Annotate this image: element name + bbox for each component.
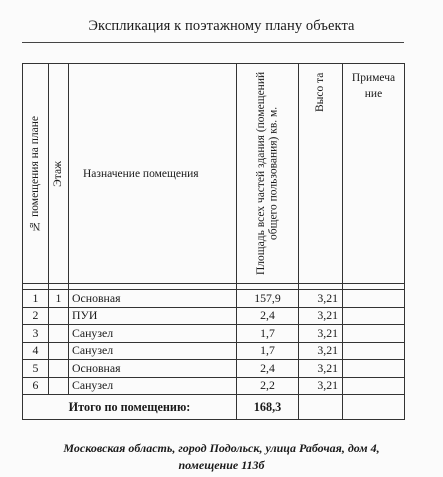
table-row (23, 377, 405, 395)
room-floor: 1 (49, 290, 69, 308)
header-area (237, 64, 299, 284)
header-height (299, 64, 343, 284)
header-note: Примеча ние (343, 64, 405, 284)
room-note (343, 342, 405, 360)
address-line-1: Московская область, город Подольск, улица Рабочая, дом 4, (63, 441, 380, 455)
table-row (23, 325, 405, 343)
total-height-empty (299, 395, 343, 420)
room-number: 4 (23, 342, 49, 360)
room-area: 1,7 (237, 325, 299, 343)
room-height: 3,21 (299, 307, 343, 325)
room-number: 2 (23, 307, 49, 325)
header-row (23, 64, 405, 284)
room-floor (49, 377, 69, 395)
document-title: Экспликация к поэтажному плану объекта (88, 18, 355, 34)
object-address (0, 440, 443, 474)
room-height: 3,21 (299, 290, 343, 308)
room-purpose: Основная (69, 290, 237, 308)
header-height-label: Высо та (314, 72, 327, 112)
room-height: 3,21 (299, 325, 343, 343)
table-row (23, 290, 405, 308)
address-line-2: помещение 113б (178, 458, 265, 472)
room-floor (49, 360, 69, 378)
room-height: 3,21 (299, 360, 343, 378)
header-floor-label: Этаж (52, 160, 65, 187)
room-purpose: Основная (69, 360, 237, 378)
room-floor (49, 307, 69, 325)
table-row (23, 360, 405, 378)
table-row (23, 307, 405, 325)
room-height: 3,21 (299, 377, 343, 395)
room-number: 6 (23, 377, 49, 395)
room-number: 3 (23, 325, 49, 343)
room-area: 157,9 (237, 290, 299, 308)
room-area: 2,2 (237, 377, 299, 395)
header-room-number-label: № помещения на плане (29, 115, 42, 232)
room-purpose: Санузел (69, 377, 237, 395)
room-note (343, 290, 405, 308)
room-area: 2,4 (237, 360, 299, 378)
room-floor (49, 325, 69, 343)
explication-table (22, 63, 405, 420)
room-note (343, 325, 405, 343)
room-note (343, 377, 405, 395)
total-area: 168,3 (237, 395, 299, 420)
room-purpose: Санузел (69, 342, 237, 360)
room-number: 5 (23, 360, 49, 378)
room-area: 1,7 (237, 342, 299, 360)
room-floor (49, 342, 69, 360)
header-purpose: Назначение помещения (69, 64, 237, 284)
header-room-number (23, 64, 49, 284)
room-area: 2,4 (237, 307, 299, 325)
room-purpose: Санузел (69, 325, 237, 343)
total-label: Итого по помещению: (23, 395, 237, 420)
table-row (23, 342, 405, 360)
room-purpose: ПУИ (69, 307, 237, 325)
header-area-label: Площадь всех частей здания (помещений общего пользования) кв. м. (255, 71, 280, 276)
room-number: 1 (23, 290, 49, 308)
header-floor (49, 64, 69, 284)
room-note (343, 360, 405, 378)
room-note (343, 307, 405, 325)
room-height: 3,21 (299, 342, 343, 360)
title-underline (22, 42, 404, 43)
total-note-empty (343, 395, 405, 420)
total-row (23, 395, 405, 420)
